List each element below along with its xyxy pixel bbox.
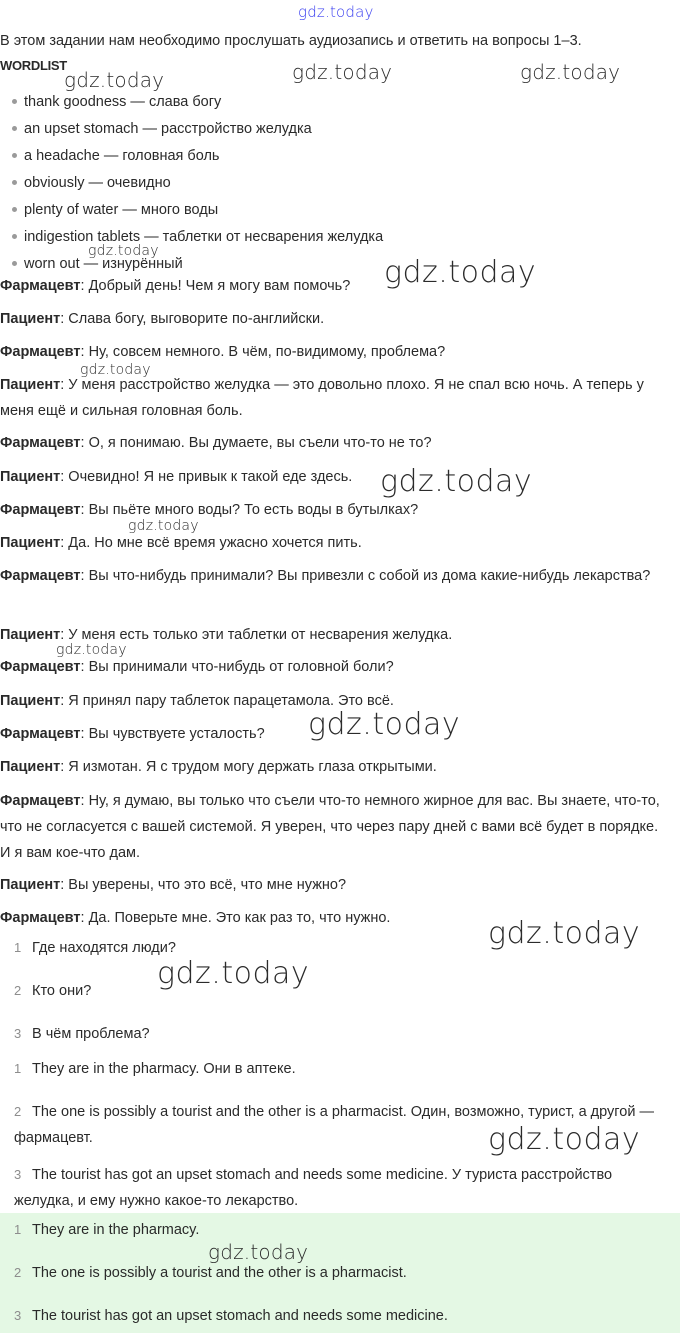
wordlist-title: WORDLIST — [0, 58, 67, 73]
intro-text: В этом задании нам необходимо прослушать аудиозапись и ответить на вопросы 1–3. — [0, 33, 582, 49]
final-answer-item: 1 They are in the pharmacy. — [14, 1222, 200, 1238]
watermark: gdz.today — [384, 255, 537, 290]
wordlist-item: worn out — изнурённый — [12, 251, 183, 277]
watermark: gdz.today — [80, 362, 151, 378]
dialogue-line: Пациент: У меня есть только эти таблетки от несварения желудка. — [0, 627, 453, 643]
dialogue-line: Пациент: Вы уверены, что это всё, что мне нужно? — [0, 877, 347, 893]
answer-item: 1 They are in the pharmacy. Они в аптеке. — [14, 1061, 296, 1077]
dialogue-line: Фармацевт: О, я понимаю. Вы думаете, вы съели что-то не то? — [0, 435, 432, 451]
wordlist-item: an upset stomach — расстройство желудка — [12, 116, 312, 142]
dialogue-line: Фармацевт: Ну, совсем немного. В чём, по-видимому, проблема? — [0, 344, 446, 360]
dialogue-line: Фармацевт: Вы что-нибудь принимали? Вы привезли с собой из дома какие-нибудь лекарства? — [0, 568, 651, 584]
watermark: gdz.today — [298, 3, 374, 21]
watermark: gdz.today — [488, 1122, 641, 1157]
watermark: gdz.today — [56, 642, 127, 658]
bullet-icon — [12, 153, 17, 158]
dialogue-line: Пациент: Я измотан. Я с трудом могу держать глаза открытыми. — [0, 759, 437, 775]
final-answer-item: 2 The one is possibly a tourist and the other is a pharmacist. — [14, 1265, 407, 1281]
watermark: gdz.today — [380, 464, 533, 499]
dialogue-line: Пациент: Я принял пару таблеток парацетамола. Это всё. — [0, 693, 394, 709]
bullet-icon — [12, 261, 17, 266]
watermark: gdz.today — [157, 956, 310, 991]
watermark: gdz.today — [520, 60, 621, 84]
answer-item: 3 The tourist has got an upset stomach and needs some medicine. У туриста расстройство желудка, и ему нужно какое-то лекарство. — [14, 1167, 613, 1209]
bullet-icon — [12, 180, 17, 185]
watermark: gdz.today — [64, 68, 165, 92]
wordlist-item: thank goodness — слава богу — [12, 89, 221, 115]
watermark: gdz.today — [488, 916, 641, 951]
dialogue-line: Фармацевт: Вы пьёте много воды? То есть воды в бутылках? — [0, 502, 419, 518]
watermark: gdz.today — [208, 1240, 309, 1264]
dialogue-line: Фармацевт: Ну, я думаю, вы только что съели что-то немного жирное для вас. Вы знаете, что-то, что не согласуется с вашей системой. Я уверен, что через пару дней с вами всё будет в порядке. И я вам кое-что дам. — [0, 793, 660, 861]
watermark: gdz.today — [292, 60, 393, 84]
dialogue-line: Пациент: Да. Но мне всё время ужасно хочется пить. — [0, 535, 362, 551]
dialogue-line: Фармацевт: Вы чувствуете усталость? — [0, 726, 265, 742]
dialogue-line: Пациент: У меня расстройство желудка — это довольно плохо. Я не спал всю ночь. А теперь у меня ещё и сильная головная боль. — [0, 377, 644, 419]
dialogue-line: Пациент: Слава богу, выговорите по-английски. — [0, 311, 325, 327]
dialogue-line: Фармацевт: Да. Поверьте мне. Это как раз то, что нужно. — [0, 910, 391, 926]
watermark: gdz.today — [308, 707, 461, 742]
dialogue-line: Пациент: Очевидно! Я не привык к такой еде здесь. — [0, 469, 353, 485]
bullet-icon — [12, 99, 17, 104]
wordlist-item: indigestion tablets — таблетки от несварения желудка — [12, 224, 383, 250]
dialogue-line: Фармацевт: Добрый день! Чем я могу вам помочь? — [0, 278, 351, 294]
wordlist-item: obviously — очевидно — [12, 170, 171, 196]
question-item: 1 Где находятся люди? — [14, 940, 176, 956]
wordlist-item: a headache — головная боль — [12, 143, 219, 169]
bullet-icon — [12, 207, 17, 212]
final-answer-item: 3 The tourist has got an upset stomach and needs some medicine. — [14, 1308, 448, 1324]
question-item: 2 Кто они? — [14, 983, 92, 999]
bullet-icon — [12, 234, 17, 239]
answer-item: 2 The one is possibly a tourist and the other is a pharmacist. Один, возможно, турист, а другой — фармацевт. — [14, 1104, 654, 1146]
dialogue-line: Фармацевт: Вы принимали что-нибудь от головной боли? — [0, 659, 394, 675]
watermark: gdz.today — [88, 243, 159, 259]
bullet-icon — [12, 126, 17, 131]
wordlist-item: plenty of water — много воды — [12, 197, 218, 223]
watermark: gdz.today — [128, 518, 199, 534]
question-item: 3 В чём проблема? — [14, 1026, 150, 1042]
